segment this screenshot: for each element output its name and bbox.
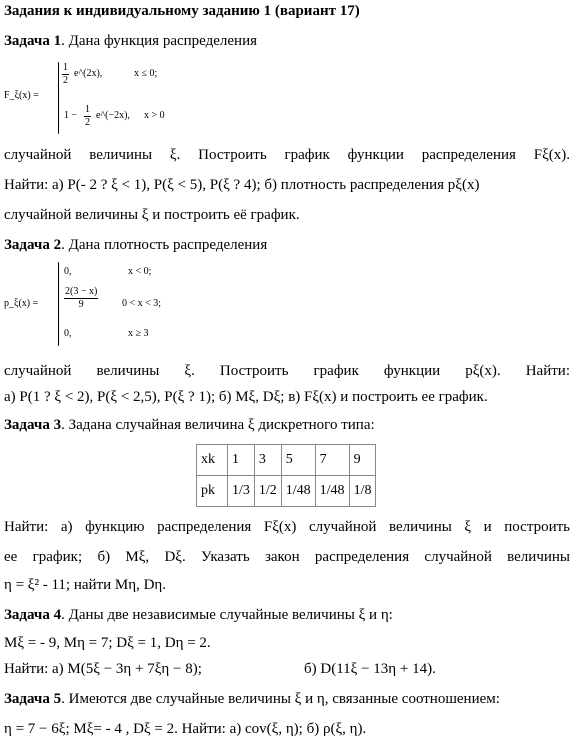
- task3-text-line2: ее график; б) Mξ, Dξ. Указать закон распределения случайной величины: [4, 549, 570, 565]
- task2-row1-val: 0,: [64, 266, 72, 277]
- row-x-label: xk: [197, 445, 228, 476]
- task3-intro: . Задана случайная величина ξ дискретного типа:: [61, 417, 375, 433]
- task1-row1-frac: $\frac{1}{2}$: [63, 62, 68, 86]
- task5-text-line1: η = 7 − 6ξ; Mξ= - 4 , Dξ = 2. Найти: а) cov(ξ, η); б) ρ(ξ, η).: [4, 721, 367, 737]
- x-value-3: 5: [281, 445, 315, 476]
- task1-row2-exp: e^(−2x),: [96, 110, 130, 121]
- task2-text-line1: случайной величины ξ. Построить график функции pξ(x). Найти:: [4, 363, 570, 379]
- task2-row2-cond: 0 < x < 3;: [122, 298, 162, 309]
- task4-heading: [4, 606, 570, 624]
- task2-row3-val: 0,: [64, 328, 72, 339]
- task1-intro: . Дана функция распределения: [61, 33, 258, 49]
- x-value-2: 3: [254, 445, 281, 476]
- task5-heading: [4, 690, 570, 708]
- task5-intro: . Имеются две случайные величины ξ и η, связанные соотношением:: [61, 691, 500, 707]
- task2-formula-lhs: p_ξ(x) =: [4, 298, 39, 309]
- task1-formula-lhs: F_ξ(x) =: [4, 90, 39, 101]
- p-value-1: 1/3: [228, 476, 255, 507]
- task3-text-line1: Найти: а) функцию распределения Fξ(x) случайной величины ξ и построить: [4, 519, 570, 535]
- task2-formula-brace: [58, 262, 59, 346]
- x-value-5: 9: [349, 445, 376, 476]
- p-value-3: 1/48: [281, 476, 315, 507]
- task4-text-line2: [4, 660, 570, 678]
- task1-formula: [4, 60, 204, 136]
- task3-heading: [4, 416, 570, 434]
- task1-row2-frac: $\frac{1}{2}$: [85, 104, 90, 128]
- task4-part-b: б) D(11ξ − 13η + 14).: [304, 661, 436, 677]
- task2-label: Задача 2: [4, 237, 62, 253]
- p-value-5: 1/8: [349, 476, 376, 507]
- task4-intro: . Даны две независимые случайные величины ξ и η:: [61, 607, 393, 623]
- task3-label: Задача 3: [4, 417, 62, 433]
- task2-text-line2: а) P(1 ? ξ < 2), P(ξ < 2,5), P(ξ ? 1); б) Mξ, Dξ; в) Fξ(x) и построить ее график.: [4, 389, 488, 405]
- task2-row2-frac: $\frac{2(3 - x)}{9}$: [65, 286, 98, 310]
- task3-text-line3: η = ξ² - 11; найти Mη, Dη.: [4, 577, 166, 593]
- task1-formula-brace: [58, 62, 59, 134]
- document-title: Задания к индивидуальному заданию 1 (вариант 17): [4, 3, 360, 19]
- p-value-2: 1/2: [254, 476, 281, 507]
- table-row-x: [197, 445, 376, 476]
- task2-row1-cond: x < 0;: [128, 266, 152, 277]
- task1-label: Задача 1: [4, 33, 62, 49]
- task1-text-line2: Найти: а) P(- 2 ? ξ < 1), P(ξ < 5), P(ξ ? 4); б) плотность распределения pξ(x): [4, 177, 480, 193]
- p-value-4: 1/48: [315, 476, 349, 507]
- task1-row2-a: 1 −: [64, 110, 78, 121]
- task2-heading: [4, 236, 570, 254]
- distribution-table: [196, 444, 376, 507]
- task1-heading: [4, 32, 570, 50]
- task1-text-line1: случайной величины ξ. Построить график функции распределения Fξ(x).: [4, 147, 570, 163]
- task1-row2-cond: x > 0: [144, 110, 165, 121]
- task2-formula: [4, 260, 204, 348]
- task1-text-line3: случайной величины ξ и построить её график.: [4, 207, 300, 223]
- task1-row1-cond: x ≤ 0;: [134, 68, 158, 79]
- task2-row3-cond: x ≥ 3: [128, 328, 149, 339]
- task5-label: Задача 5: [4, 691, 62, 707]
- task2-intro: . Дана плотность распределения: [61, 237, 268, 253]
- x-value-4: 7: [315, 445, 349, 476]
- task4-text-line1: Mξ = - 9, Mη = 7; Dξ = 1, Dη = 2.: [4, 635, 211, 651]
- task1-row1-exp: e^(2x),: [74, 68, 103, 79]
- task4-part-a: Найти: а) M(5ξ − 3η + 7ξη − 8);: [4, 661, 202, 677]
- task4-label: Задача 4: [4, 607, 62, 623]
- x-value-1: 1: [228, 445, 255, 476]
- table-row-p: [197, 476, 376, 507]
- row-p-label: pk: [197, 476, 228, 507]
